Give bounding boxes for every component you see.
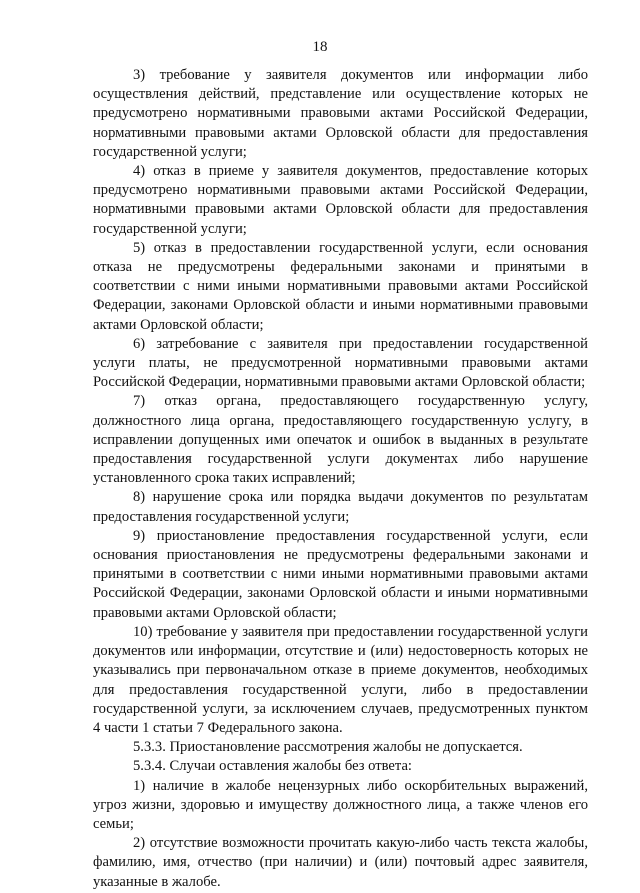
- paragraph-subitem-1: 1) наличие в жалобе нецензурных либо оскорбительных выражений, угроз жизни, здоровью и имуществу должностного лица, а также членов его семьи;: [93, 777, 588, 832]
- paragraph-item-6: 6) затребование с заявителя при предоставлении государственной услуги платы, не предусмотренной нормативными правовыми актами Российской Федерации, нормативными правовыми актами Орловской области;: [93, 335, 588, 391]
- paragraph-item-4: 4) отказ в приеме у заявителя документов, предоставление которых предусмотрено нормативными правовыми актами Российской Федерации, нормативными правовыми актами Орловской области для предоставления государственной услуги;: [93, 163, 588, 237]
- paragraph-subitem-2: 2) отсутствие возможности прочитать какую-либо часть текста жалобы, фамилию, имя, отчество (при наличии) и (или) почтовый адрес заявителя, указанные в жалобе.: [93, 835, 588, 890]
- document-body: [93, 66, 588, 892]
- paragraph-5-3-4: 5.3.4. Случаи оставления жалобы без ответа:: [133, 758, 412, 775]
- paragraph-item-3: 3) требование у заявителя документов или информации либо осуществления действий, представление или осуществление которых не предусмотрено нормативными правовыми актами Российской Федерации, нормативными правовыми актами Орловской области для предоставления государственной услуги;: [93, 67, 588, 160]
- paragraph-item-10: 10) требование у заявителя при предоставлении государственной услуги документов или информации, отсутствие и (или) недостоверность которых не указывались при первоначальном отказе в приеме документов, необходимых для предоставления государственной услуги, либо в предоставлении государственной услуги, за исключением случаев, предусмотренных пунктом 4 части 1 статьи 7 Федерального закона.: [93, 623, 588, 736]
- paragraph-5-3-3: 5.3.3. Приостановление рассмотрения жалобы не допускается.: [133, 739, 523, 756]
- paragraph-item-8: 8) нарушение срока или порядка выдачи документов по результатам предоставления государственной услуги;: [93, 489, 588, 525]
- paragraph-item-7: 7) отказ органа, предоставляющего государственную услугу, должностного лица органа, предоставляющего государственную услугу, в исправлении допущенных ими опечаток и ошибок в выданных в результате предоставления государственной услуги документах либо нарушение установленного срока таких исправлений;: [93, 393, 588, 487]
- paragraph-item-9: 9) приостановление предоставления государственной услуги, если основания приостановления не предусмотрены федеральными законами и принятыми в соответствии с ними иными нормативными правовыми актами Российской Федерации, законами Орловской области и иными нормативными правовыми актами Орловской области;: [93, 527, 588, 621]
- paragraph-item-5: 5) отказ в предоставлении государственной услуги, если основания отказа не предусмотрены федеральными законами и принятыми в соответствии с ними иными нормативными правовыми актами Российской Федерации, законами Орловской области и иными нормативными правовыми актами Орловской области;: [93, 239, 588, 333]
- page-number: 18: [312, 39, 328, 55]
